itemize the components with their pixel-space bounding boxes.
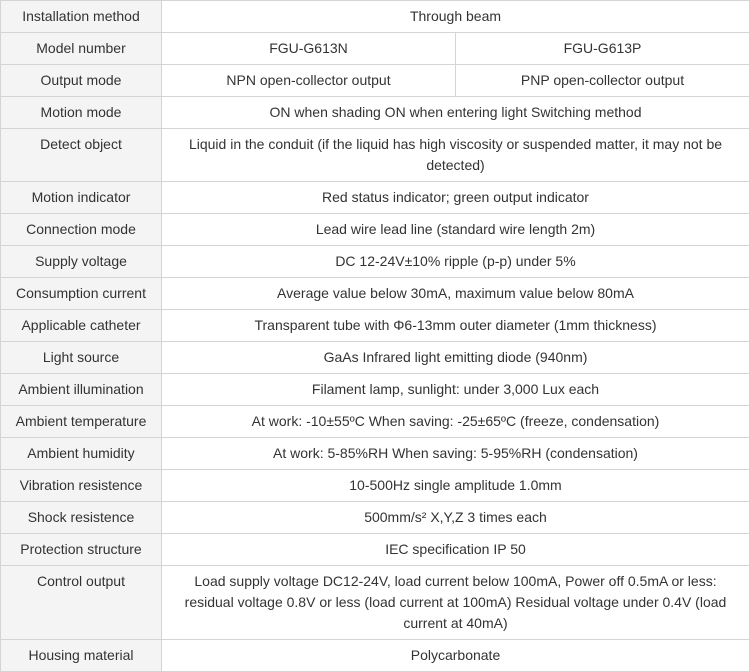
table-row	[1, 182, 750, 214]
row-value-pnp: FGU-G613P	[456, 33, 750, 65]
row-value: Liquid in the conduit (if the liquid has high viscosity or suspended matter, it may not be detected)	[162, 129, 750, 182]
table-row	[1, 342, 750, 374]
table-row	[1, 33, 750, 65]
table-row	[1, 534, 750, 566]
row-label: Control output	[1, 566, 162, 640]
row-value: DC 12-24V±10% ripple (p-p) under 5%	[162, 246, 750, 278]
row-value: At work: 5-85%RH When saving: 5-95%RH (condensation)	[162, 438, 750, 470]
row-value: Transparent tube with Φ6-13mm outer diameter (1mm thickness)	[162, 310, 750, 342]
table-row	[1, 470, 750, 502]
row-value: Average value below 30mA, maximum value below 80mA	[162, 278, 750, 310]
table-row	[1, 310, 750, 342]
table-row	[1, 97, 750, 129]
row-label: Detect object	[1, 129, 162, 182]
row-label: Housing material	[1, 640, 162, 672]
row-label: Ambient humidity	[1, 438, 162, 470]
row-label: Light source	[1, 342, 162, 374]
row-value-pnp: PNP open-collector output	[456, 65, 750, 97]
row-value: ON when shading ON when entering light Switching method	[162, 97, 750, 129]
row-label: Protection structure	[1, 534, 162, 566]
row-label: Ambient illumination	[1, 374, 162, 406]
row-value-npn: FGU-G613N	[162, 33, 456, 65]
table-row	[1, 406, 750, 438]
row-label: Shock resistence	[1, 502, 162, 534]
row-label: Vibration resistence	[1, 470, 162, 502]
table-row	[1, 502, 750, 534]
row-label: Supply voltage	[1, 246, 162, 278]
row-value: At work: -10±55ºC When saving: -25±65ºC (freeze, condensation)	[162, 406, 750, 438]
row-value: 10-500Hz single amplitude 1.0mm	[162, 470, 750, 502]
row-label: Consumption current	[1, 278, 162, 310]
row-label: Installation method	[1, 1, 162, 33]
row-label: Motion mode	[1, 97, 162, 129]
table-row	[1, 640, 750, 672]
row-value: 500mm/s² X,Y,Z 3 times each	[162, 502, 750, 534]
row-label: Connection mode	[1, 214, 162, 246]
row-value: IEC specification IP 50	[162, 534, 750, 566]
row-label: Model number	[1, 33, 162, 65]
table-row	[1, 214, 750, 246]
table-row	[1, 129, 750, 182]
row-value: Lead wire lead line (standard wire length 2m)	[162, 214, 750, 246]
row-value: Filament lamp, sunlight: under 3,000 Lux each	[162, 374, 750, 406]
row-value: Through beam	[162, 1, 750, 33]
table-row	[1, 1, 750, 33]
table-row	[1, 374, 750, 406]
table-row	[1, 278, 750, 310]
row-label: Applicable catheter	[1, 310, 162, 342]
table-row	[1, 246, 750, 278]
row-label: Ambient temperature	[1, 406, 162, 438]
table-row	[1, 438, 750, 470]
row-value: Red status indicator; green output indicator	[162, 182, 750, 214]
table-row	[1, 566, 750, 640]
row-value: Load supply voltage DC12-24V, load current below 100mA, Power off 0.5mA or less: residual voltage 0.8V or less (load current at 100mA) Residual voltage under 0.4V (load current at 40mA)	[162, 566, 750, 640]
row-value: GaAs Infrared light emitting diode (940nm)	[162, 342, 750, 374]
row-value: Polycarbonate	[162, 640, 750, 672]
row-label: Output mode	[1, 65, 162, 97]
row-label: Motion indicator	[1, 182, 162, 214]
table-row	[1, 65, 750, 97]
row-value-npn: NPN open-collector output	[162, 65, 456, 97]
